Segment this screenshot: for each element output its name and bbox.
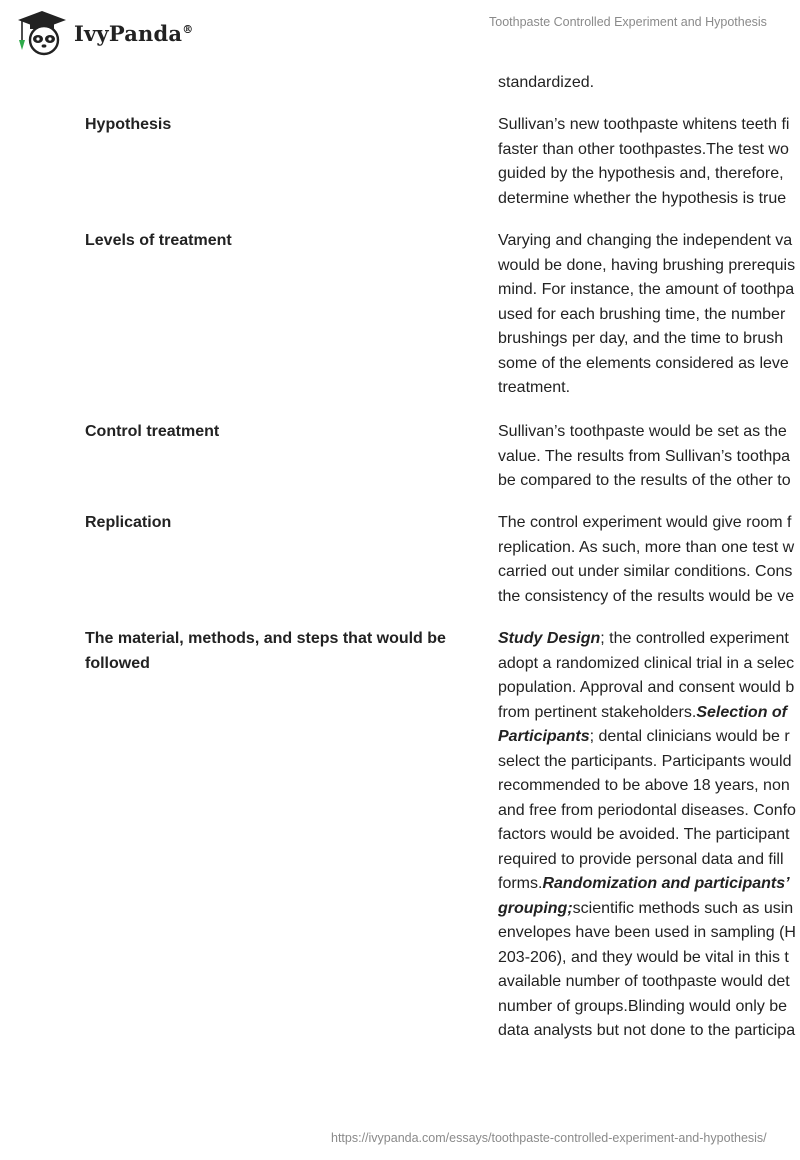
table-row-label-control-treatment: Control treatment [85,423,220,440]
table-cell-text: Study Design; the controlled experiment adopt a randomized clinical trial in a selec population. Approval and consent would b from pertinent stakeholders.Selection of Participants; dental clinicians would be r select the participants. Participants would recommended to be above 18 years, non and free from periodontal diseases. Confo factors would be avoided. The participant required to provide personal data and fill forms.Randomization and participants’ grouping;scientific methods such as usin envelopes have been used in sampling (H 203-206), and they would be vital in this t available number of toothpaste would det number of groups.Blinding would only be data analysts but not done to the participa [498,630,796,1039]
table-row-label-replication: Replication [85,514,172,531]
table-cell-text: The control experiment would give room f replication. As such, more than one test w carried out under similar conditions. Cons the consistency of the results would be ve [498,514,795,605]
table-cell-text: Sullivan’s new toothpaste whitens teeth fi faster than other toothpastes.The test wo guided by the hypothesis and, therefore, determine whether the hypothesis is true [498,116,790,207]
table-row-label-levels-of-treatment: Levels of treatment [85,232,232,249]
document-title: Toothpaste Controlled Experiment and Hypothesis [489,15,767,29]
table-row-label-methods: The material, methods, and steps that would be followed [85,630,446,672]
table-cell-text: Sullivan’s toothpaste would be set as the value. The results from Sullivan’s toothpa be compared to the results of the other to [498,423,791,489]
footer-source-url[interactable]: https://ivypanda.com/essays/toothpaste-controlled-experiment-and-hypothesis/ [331,1131,767,1145]
table-cell-text: Varying and changing the independent va would be done, having brushing prerequis mind. For instance, the amount of toothpa used for each brushing time, the number brushings per day, and the time to brush some of the elements considered as leve treatment. [498,232,796,396]
brand-name: IvyPanda® [74,20,194,46]
table-row-label-hypothesis: Hypothesis [85,116,172,133]
table-cell-text: standardized. [498,74,595,91]
